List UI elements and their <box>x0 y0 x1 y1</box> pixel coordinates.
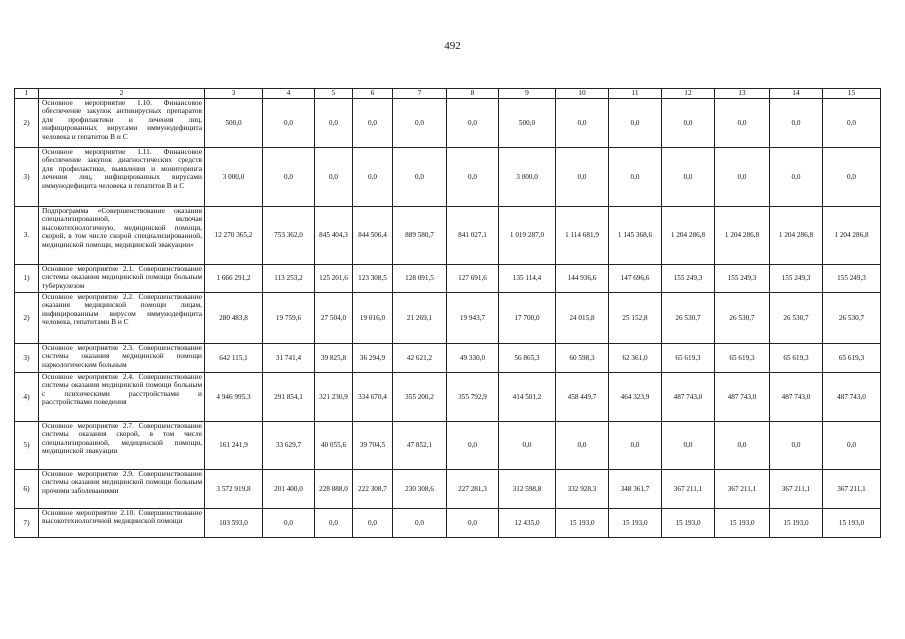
value-cell: 39 825,8 <box>315 344 353 373</box>
value-cell: 753 362,0 <box>263 207 315 265</box>
value-cell: 155 249,3 <box>715 265 770 293</box>
value-cell: 3 000,0 <box>205 148 263 207</box>
value-cell: 0,0 <box>263 509 315 538</box>
value-cell: 19 943,7 <box>447 293 499 344</box>
value-cell: 17 700,0 <box>499 293 556 344</box>
value-cell: 65 619,3 <box>770 344 823 373</box>
value-cell: 0,0 <box>715 422 770 470</box>
header-cell: 10 <box>556 89 609 99</box>
value-cell: 60 598,3 <box>556 344 609 373</box>
header-cell: 9 <box>499 89 556 99</box>
value-cell: 0,0 <box>823 148 881 207</box>
header-cell: 5 <box>315 89 353 99</box>
value-cell: 26 530,7 <box>715 293 770 344</box>
value-cell: 0,0 <box>715 99 770 148</box>
value-cell: 0,0 <box>393 99 447 148</box>
value-cell: 33 629,7 <box>263 422 315 470</box>
value-cell: 642 115,1 <box>205 344 263 373</box>
value-cell: 1 204 286,8 <box>715 207 770 265</box>
value-cell: 414 501,2 <box>499 373 556 422</box>
value-cell: 312 598,8 <box>499 470 556 509</box>
row-number-cell: 4) <box>15 373 39 422</box>
header-cell: 14 <box>770 89 823 99</box>
value-cell: 355 792,9 <box>447 373 499 422</box>
value-cell: 0,0 <box>447 422 499 470</box>
value-cell: 65 619,3 <box>823 344 881 373</box>
value-cell: 147 696,6 <box>609 265 662 293</box>
row-number-cell: 3. <box>15 207 39 265</box>
value-cell: 889 580,7 <box>393 207 447 265</box>
value-cell: 458 449,7 <box>556 373 609 422</box>
value-cell: 500,0 <box>499 99 556 148</box>
value-cell: 3 572 919,8 <box>205 470 263 509</box>
value-cell: 0,0 <box>447 148 499 207</box>
value-cell: 144 936,6 <box>556 265 609 293</box>
header-cell: 8 <box>447 89 499 99</box>
header-cell: 15 <box>823 89 881 99</box>
value-cell: 36 294,9 <box>353 344 393 373</box>
value-cell: 155 249,3 <box>823 265 881 293</box>
value-cell: 844 506,4 <box>353 207 393 265</box>
table-row <box>15 265 881 293</box>
value-cell: 113 253,2 <box>263 265 315 293</box>
table-row <box>15 293 881 344</box>
table-row <box>15 99 881 148</box>
value-cell: 280 483,8 <box>205 293 263 344</box>
description-cell: Основное мероприятие 2.1. Совершенствование системы оказания медицинской помощи больным туберкулезом <box>39 265 205 293</box>
value-cell: 201 400,0 <box>263 470 315 509</box>
table-row <box>15 148 881 207</box>
value-cell: 0,0 <box>609 99 662 148</box>
value-cell: 40 055,6 <box>315 422 353 470</box>
value-cell: 0,0 <box>315 509 353 538</box>
value-cell: 1 145 368,6 <box>609 207 662 265</box>
row-number-cell: 3) <box>15 148 39 207</box>
value-cell: 0,0 <box>353 509 393 538</box>
value-cell: 15 193,0 <box>662 509 715 538</box>
value-cell: 1 019 287,0 <box>499 207 556 265</box>
value-cell: 0,0 <box>609 148 662 207</box>
value-cell: 355 200,2 <box>393 373 447 422</box>
value-cell: 487 743,0 <box>770 373 823 422</box>
value-cell: 12 435,0 <box>499 509 556 538</box>
description-cell: Основное мероприятие 2.7. Совершенствование системы оказания скорой, в том числе специализированной, медицинской помощи, медицинской эвакуации <box>39 422 205 470</box>
value-cell: 19 016,0 <box>353 293 393 344</box>
value-cell: 348 361,7 <box>609 470 662 509</box>
value-cell: 0,0 <box>770 422 823 470</box>
value-cell: 0,0 <box>715 148 770 207</box>
description-cell: Основное мероприятие 1.11. Финансовое обеспечение закупок диагностических средств для профилактики, выявления и мониторинга лечения лиц, инфицированных вирусами иммунодефицита человека и гепатитов В и С <box>39 148 205 207</box>
value-cell: 464 323,9 <box>609 373 662 422</box>
value-cell: 841 027,1 <box>447 207 499 265</box>
value-cell: 1 204 286,8 <box>823 207 881 265</box>
header-cell: 12 <box>662 89 715 99</box>
value-cell: 291 854,1 <box>263 373 315 422</box>
value-cell: 135 114,4 <box>499 265 556 293</box>
value-cell: 0,0 <box>770 148 823 207</box>
value-cell: 39 704,5 <box>353 422 393 470</box>
value-cell: 0,0 <box>263 99 315 148</box>
value-cell: 0,0 <box>315 99 353 148</box>
value-cell: 42 621,2 <box>393 344 447 373</box>
row-number-cell: 5) <box>15 422 39 470</box>
value-cell: 0,0 <box>662 99 715 148</box>
description-cell: Подпрограмма «Совершенствование оказания специализированной, включая высокотехнологичную, медицинской помощи, скорой, в том числе скорой специализированной, медицинской помощи, медицинской эвакуации» <box>39 207 205 265</box>
page-number: 492 <box>444 40 461 52</box>
value-cell: 367 211,1 <box>770 470 823 509</box>
value-cell: 127 691,6 <box>447 265 499 293</box>
value-cell: 487 743,0 <box>715 373 770 422</box>
value-cell: 65 619,3 <box>662 344 715 373</box>
value-cell: 227 281,3 <box>447 470 499 509</box>
header-cell: 13 <box>715 89 770 99</box>
value-cell: 49 330,0 <box>447 344 499 373</box>
value-cell: 155 249,3 <box>662 265 715 293</box>
description-cell: Основное мероприятие 2.3. Совершенствование системы оказания медицинской помощи наркологическим больным <box>39 344 205 373</box>
value-cell: 15 193,0 <box>823 509 881 538</box>
value-cell: 1 114 681,9 <box>556 207 609 265</box>
value-cell: 0,0 <box>823 422 881 470</box>
value-cell: 367 211,1 <box>662 470 715 509</box>
value-cell: 230 308,6 <box>393 470 447 509</box>
description-cell: Основное мероприятие 2.4. Совершенствование системы оказания медицинской помощи больным с психическими расстройствами и расстройствами поведения <box>39 373 205 422</box>
value-cell: 65 619,3 <box>715 344 770 373</box>
value-cell: 26 530,7 <box>662 293 715 344</box>
row-number-cell: 2) <box>15 99 39 148</box>
value-cell: 3 000,0 <box>499 148 556 207</box>
header-row <box>15 89 881 99</box>
value-cell: 47 852,1 <box>393 422 447 470</box>
value-cell: 1 204 286,8 <box>662 207 715 265</box>
value-cell: 487 743,0 <box>823 373 881 422</box>
value-cell: 26 530,7 <box>770 293 823 344</box>
value-cell: 12 270 365,2 <box>205 207 263 265</box>
table-row <box>15 470 881 509</box>
value-cell: 0,0 <box>662 422 715 470</box>
value-cell: 25 152,8 <box>609 293 662 344</box>
value-cell: 321 230,9 <box>315 373 353 422</box>
value-cell: 0,0 <box>556 99 609 148</box>
row-number-cell: 3) <box>15 344 39 373</box>
header-cell: 11 <box>609 89 662 99</box>
table-row <box>15 207 881 265</box>
table-row <box>15 373 881 422</box>
value-cell: 0,0 <box>609 422 662 470</box>
value-cell: 500,0 <box>205 99 263 148</box>
table-row <box>15 422 881 470</box>
value-cell: 222 308,7 <box>353 470 393 509</box>
value-cell: 0,0 <box>263 148 315 207</box>
description-cell: Основное мероприятие 1.10. Финансовое обеспечение закупок антивирусных препаратов для профилактики и лечения лиц, инфицированных вирусами иммунодефицита человека и гепатитов В и С <box>39 99 205 148</box>
value-cell: 487 743,0 <box>662 373 715 422</box>
value-cell: 15 193,0 <box>770 509 823 538</box>
header-cell: 3 <box>205 89 263 99</box>
value-cell: 161 241,9 <box>205 422 263 470</box>
value-cell: 123 308,5 <box>353 265 393 293</box>
value-cell: 0,0 <box>499 422 556 470</box>
value-cell: 0,0 <box>393 509 447 538</box>
value-cell: 1 204 286,8 <box>770 207 823 265</box>
value-cell: 21 269,1 <box>393 293 447 344</box>
row-number-cell: 6) <box>15 470 39 509</box>
value-cell: 15 193,0 <box>556 509 609 538</box>
value-cell: 0,0 <box>823 99 881 148</box>
value-cell: 155 249,3 <box>770 265 823 293</box>
header-cell: 4 <box>263 89 315 99</box>
value-cell: 367 211,1 <box>715 470 770 509</box>
value-cell: 332 928,3 <box>556 470 609 509</box>
value-cell: 128 091,5 <box>393 265 447 293</box>
header-cell: 1 <box>15 89 39 99</box>
table-row <box>15 509 881 538</box>
value-cell: 367 211,1 <box>823 470 881 509</box>
value-cell: 103 593,0 <box>205 509 263 538</box>
value-cell: 15 193,0 <box>609 509 662 538</box>
header-cell: 2 <box>39 89 205 99</box>
value-cell: 0,0 <box>447 509 499 538</box>
value-cell: 31 741,4 <box>263 344 315 373</box>
value-cell: 0,0 <box>353 148 393 207</box>
value-cell: 26 530,7 <box>823 293 881 344</box>
header-cell: 6 <box>353 89 393 99</box>
row-number-cell: 1) <box>15 265 39 293</box>
value-cell: 334 670,4 <box>353 373 393 422</box>
description-cell: Основное мероприятие 2.2. Совершенствование оказания медицинской помощи лицам, инфицированным вирусом иммунодефицита человека, гепатитами В и С <box>39 293 205 344</box>
value-cell: 0,0 <box>315 148 353 207</box>
value-cell: 845 404,3 <box>315 207 353 265</box>
value-cell: 27 504,0 <box>315 293 353 344</box>
value-cell: 125 201,6 <box>315 265 353 293</box>
value-cell: 0,0 <box>353 99 393 148</box>
row-number-cell: 2) <box>15 293 39 344</box>
table-row <box>15 344 881 373</box>
value-cell: 0,0 <box>447 99 499 148</box>
value-cell: 62 361,0 <box>609 344 662 373</box>
value-cell: 24 015,8 <box>556 293 609 344</box>
row-number-cell: 7) <box>15 509 39 538</box>
value-cell: 56 865,3 <box>499 344 556 373</box>
value-cell: 15 193,0 <box>715 509 770 538</box>
value-cell: 1 666 291,2 <box>205 265 263 293</box>
value-cell: 0,0 <box>770 99 823 148</box>
description-cell: Основное мероприятие 2.10. Совершенствование высокотехнологичной медицинской помощи <box>39 509 205 538</box>
value-cell: 0,0 <box>556 148 609 207</box>
value-cell: 0,0 <box>393 148 447 207</box>
description-cell: Основное мероприятие 2.9. Совершенствование системы оказания медицинской помощи больным прочими заболеваниями <box>39 470 205 509</box>
value-cell: 228 888,0 <box>315 470 353 509</box>
header-cell: 7 <box>393 89 447 99</box>
value-cell: 4 946 995,3 <box>205 373 263 422</box>
budget-table <box>14 88 881 538</box>
value-cell: 0,0 <box>556 422 609 470</box>
value-cell: 0,0 <box>662 148 715 207</box>
value-cell: 19 759,6 <box>263 293 315 344</box>
